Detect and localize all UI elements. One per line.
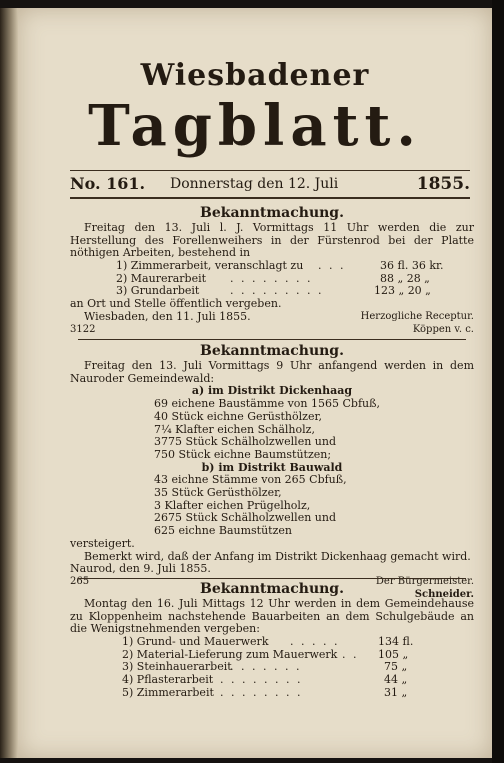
notice-3-item: 1) Grund- und Mauerwerk . . . . . 134 fl. <box>122 635 414 649</box>
notice-2-district-b: b) im Distrikt Bauwald <box>201 460 343 474</box>
list-item: 3775 Stück Schälholzwellen und <box>154 435 336 449</box>
notice-1-signer: Köppen v. c. <box>412 323 474 335</box>
notice-2-district-a: a) im Distrikt Dickenhaag <box>191 384 353 398</box>
notice-1-item: 2) Maurerarbeit . . . . . . . . 88 „ 28 „ <box>116 271 430 285</box>
divider <box>78 339 466 340</box>
notice-1-place-date: Wiesbaden, den 11. Juli 1855. <box>84 309 251 323</box>
notice-3-text: Montag den 16. Juli Mittags 12 Uhr werden in dem Gemeindehause zu Kloppenheim nachstehende Bauarbeiten an dem Schulgebäude an die Wenigstnehmenden vergeben: <box>70 597 474 636</box>
notice-1-office: Herzogliche Receptur. <box>360 310 474 322</box>
notice-3-item: 3) Steinhauerarbeit . . . . . . . 75 „ <box>122 660 408 674</box>
notice-1-text: Freitag den 13. Juli l. J. Vormittags 11 Uhr werden die zur Herstellung des Forellenweihers in der Fürstenrod bei der Platte nöthigen Arbeiten, bestehend in <box>70 221 474 260</box>
list-item: 2675 Stück Schälholzwellen und <box>154 511 336 525</box>
page-edge-shadow <box>492 0 504 763</box>
notice-2-number: 265 <box>70 575 90 587</box>
list-item: 625 eichne Baumstützen <box>154 524 292 538</box>
notice-2-list-a <box>70 398 474 462</box>
notice-3-item: 5) Zimmerarbeit . . . . . . . . 31 „ <box>122 685 408 699</box>
notice-2-after: versteigert. <box>70 536 135 550</box>
notice-1-after: an Ort und Stelle öffentlich vergeben. <box>70 297 282 311</box>
issue-line <box>70 170 470 199</box>
list-item: 43 eichne Stämme von 265 Cbfuß, <box>154 473 347 487</box>
notice-1 <box>70 204 474 336</box>
list-item: 750 Stück eichne Baumstützen; <box>154 447 332 461</box>
masthead-line1: Wiesbadener <box>140 58 370 93</box>
notice-3 <box>70 580 474 700</box>
list-item: 69 eichene Baustämme von 1565 Cbfuß, <box>154 397 380 411</box>
divider <box>78 578 466 579</box>
notice-1-item: 1) Zimmerarbeit, veranschlagt zu . . . 36 fl. 36 kr. <box>116 259 444 273</box>
masthead-line2: Tagblatt. <box>88 93 422 159</box>
list-item: 3 Klafter eichen Prügelholz, <box>154 498 311 512</box>
notice-2-signer: Schneider. <box>414 588 474 600</box>
notice-1-number: 3122 <box>70 323 96 335</box>
notice-3-title: Bekanntmachung. <box>200 581 344 597</box>
notice-2 <box>70 342 474 601</box>
notice-2-office: Der Bürgermeister. <box>375 575 474 587</box>
issue-year: 1855. <box>416 174 470 194</box>
notice-1-item: 3) Grundarbeit . . . . . . . . . 123 „ 20 „ <box>116 284 431 298</box>
notice-2-remark: Bemerkt wird, daß der Anfang im Distrikt Dickenhaag gemacht wird. <box>84 549 471 563</box>
book-spine-shadow <box>0 8 18 758</box>
notice-3-item: 4) Pflasterarbeit . . . . . . . . 44 „ <box>122 673 408 687</box>
notice-3-item: 2) Material-Lieferung zum Mauerwerk . . 105 „ <box>122 647 409 661</box>
issue-date: Donnerstag den 12. Juli <box>170 176 339 192</box>
notice-2-list-b <box>70 474 474 538</box>
list-item: 40 Stück eichne Gerüsthölzer, <box>154 409 323 423</box>
notice-2-text: Freitag den 13. Juli Vormittags 9 Uhr anfangend werden in dem Nauroder Gemeindewald: <box>70 359 474 385</box>
list-item: 7¼ Klafter eichen Schälholz, <box>154 422 315 436</box>
notice-1-title: Bekanntmachung. <box>200 205 344 221</box>
issue-number: No. 161. <box>70 174 146 193</box>
newspaper-page <box>18 8 492 758</box>
list-item: 35 Stück Gerüsthölzer, <box>154 486 282 500</box>
notice-2-place-date: Naurod, den 9. Juli 1855. <box>70 562 211 576</box>
notice-2-title: Bekanntmachung. <box>200 343 344 359</box>
